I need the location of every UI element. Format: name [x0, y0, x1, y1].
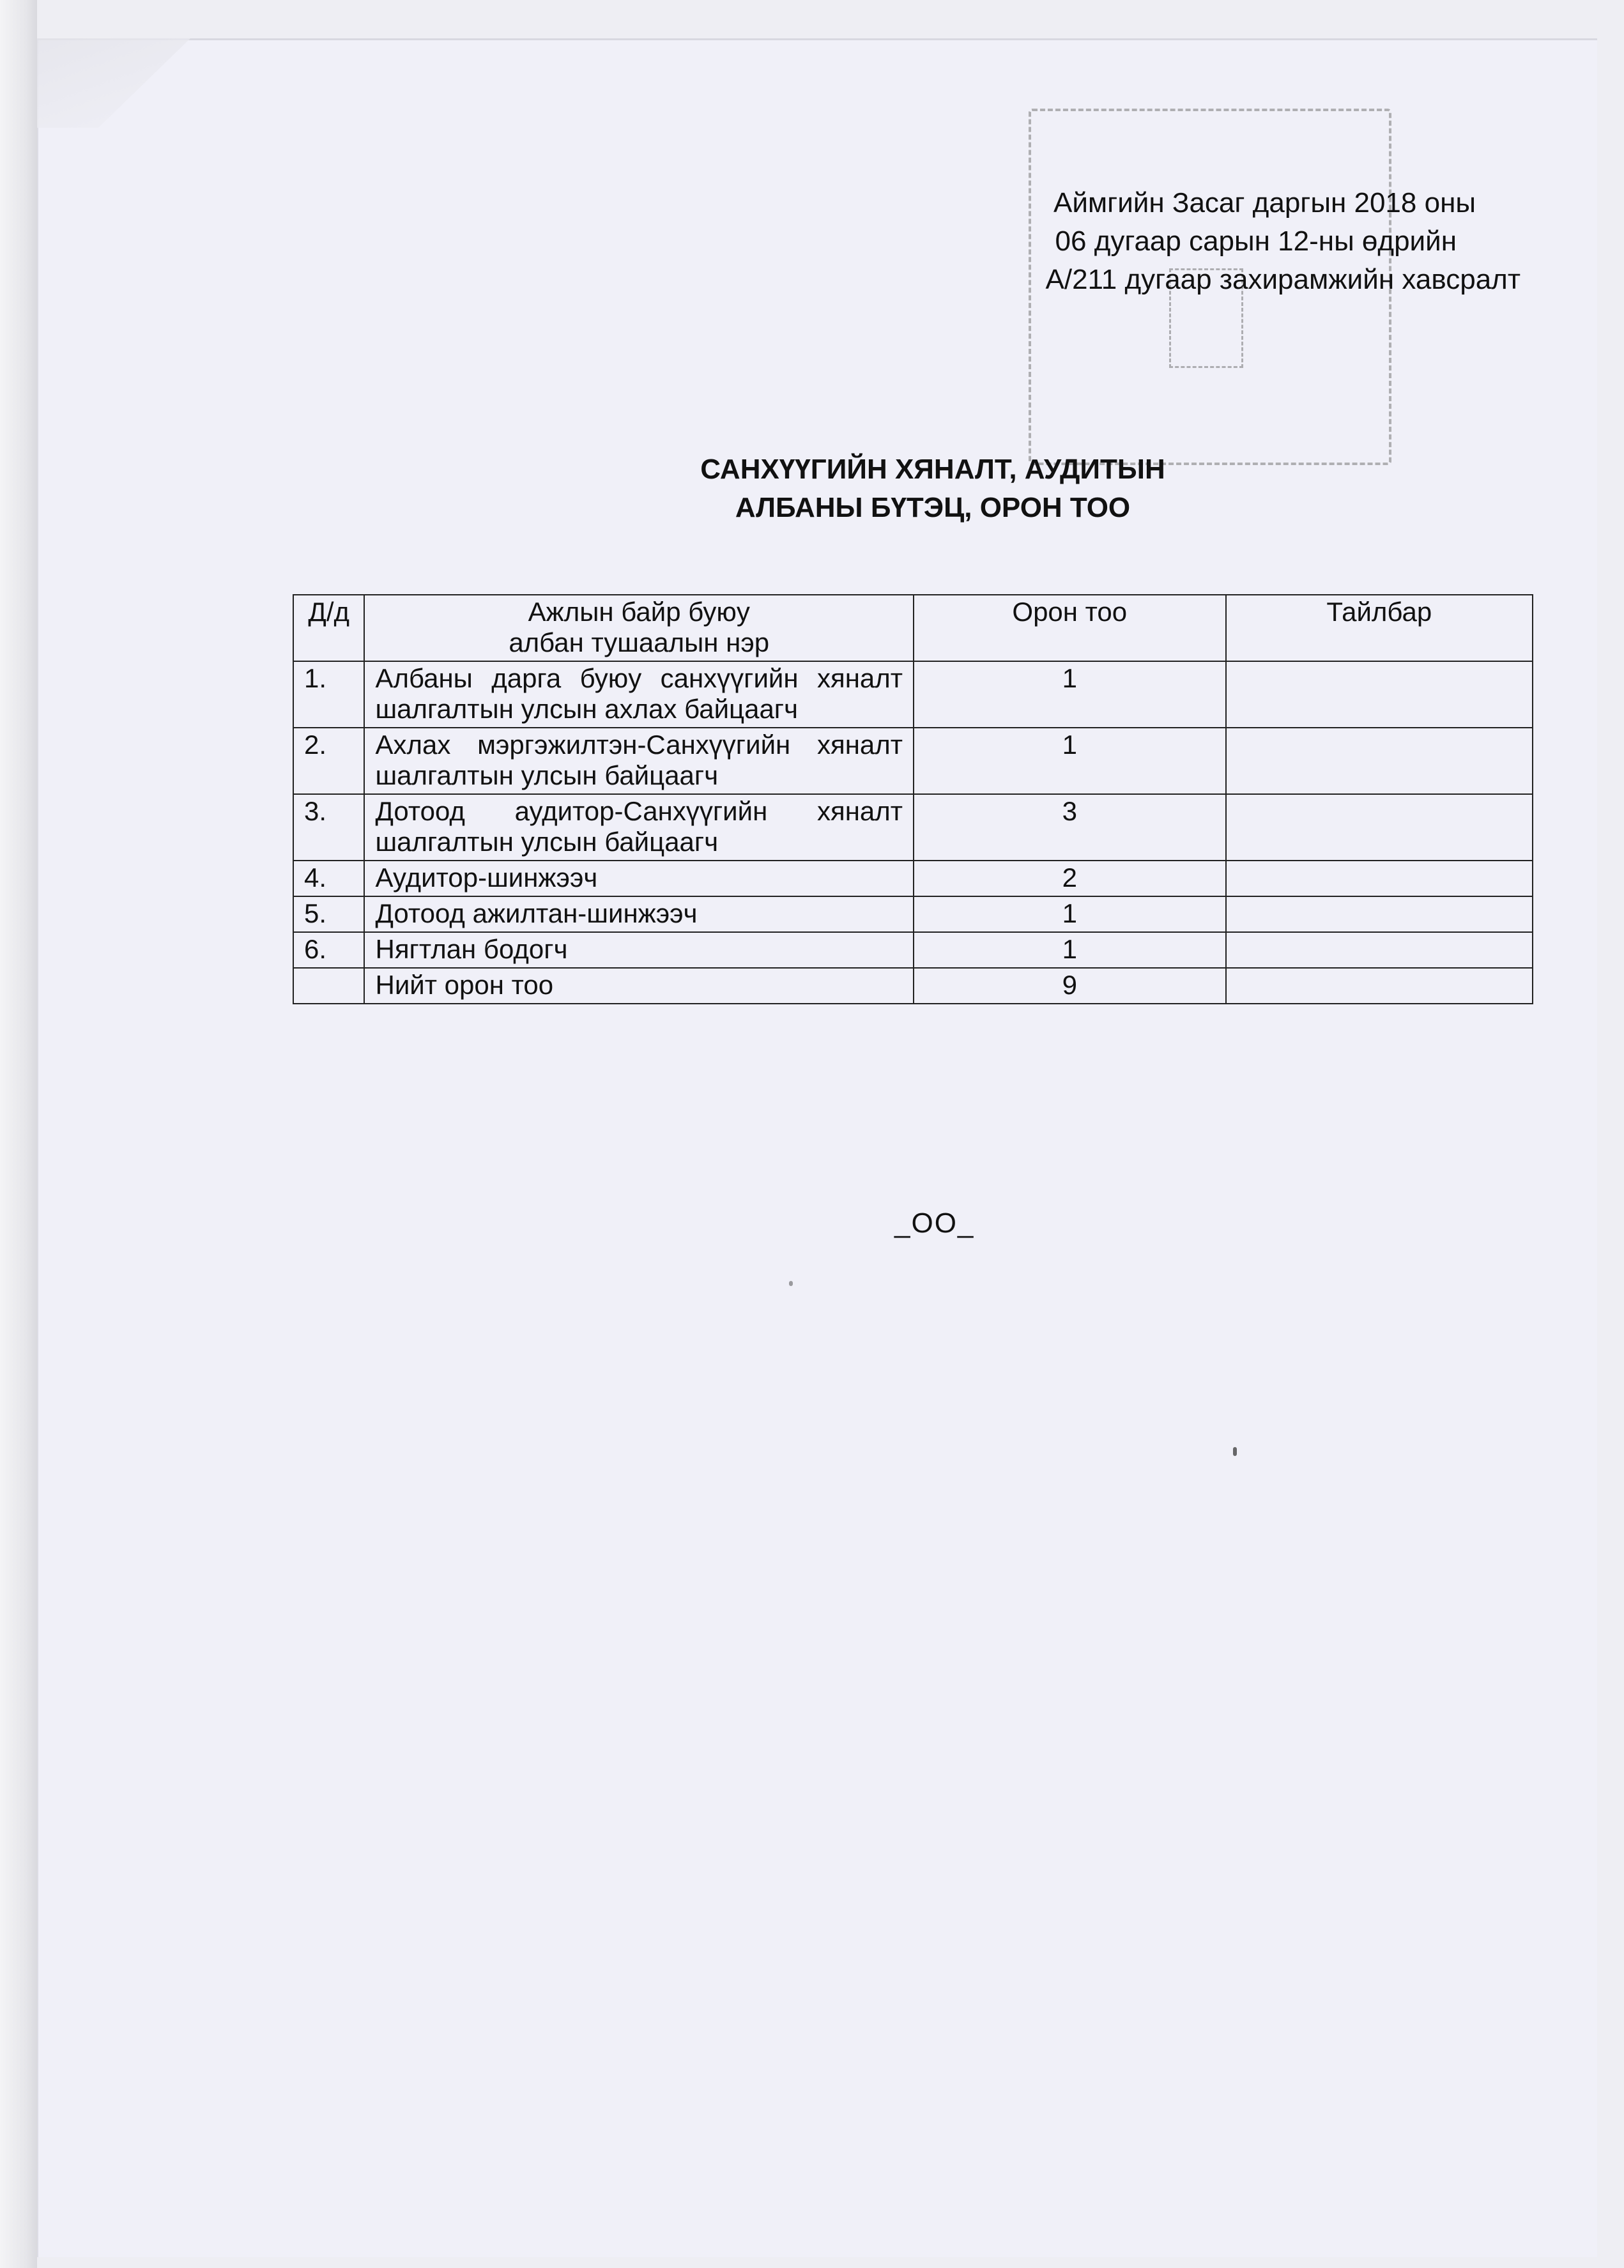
- row-position: Нягтлан бодогч: [364, 932, 914, 968]
- total-note: [1226, 968, 1533, 1004]
- header-no: Д/д: [293, 595, 364, 661]
- table-row: [293, 896, 1533, 932]
- annex-line-2: 06 дугаар сарын 12-ны өдрийн: [1055, 226, 1457, 257]
- end-of-document-mark: _OO_: [894, 1207, 975, 1239]
- row-count: 1: [914, 896, 1226, 932]
- header-position-line-1: Ажлын байр буюу: [528, 597, 750, 627]
- row-position: Аудитор-шинжээч: [364, 861, 914, 896]
- total-no: [293, 968, 364, 1004]
- total-label: Нийт орон тоо: [364, 968, 914, 1004]
- header-note: Тайлбар: [1226, 595, 1533, 661]
- row-position: Албаны дарга буюу санхүүгийн хяналт шалгалтын улсын ахлах байцаагч: [364, 661, 914, 728]
- annex-line-3: А/211 дугаар захирамжийн хавсралт: [1045, 264, 1521, 295]
- annex-line-1: Аймгийн Засаг даргын 2018 оны: [1053, 187, 1476, 218]
- header-position-line-2: албан тушаалын нэр: [509, 627, 770, 657]
- title-line-2: АЛБАНЫ БҮТЭЦ, ОРОН ТОО: [735, 492, 1131, 523]
- row-note: [1226, 661, 1533, 728]
- header-count: Орон тоо: [914, 595, 1226, 661]
- row-count: 1: [914, 661, 1226, 728]
- row-no: 4.: [293, 861, 364, 896]
- scan-edge: [0, 0, 37, 2268]
- row-note: [1226, 728, 1533, 794]
- table-header-row: [293, 595, 1533, 661]
- staffing-table: [293, 594, 1533, 1004]
- document-title: [0, 450, 1624, 527]
- row-count: 3: [914, 794, 1226, 861]
- table-row: [293, 932, 1533, 968]
- row-note: [1226, 932, 1533, 968]
- row-note: [1226, 794, 1533, 861]
- table-row: [293, 861, 1533, 896]
- title-line-1: САНХҮҮГИЙН ХЯНАЛТ, АУДИТЫН: [700, 454, 1165, 485]
- row-note: [1226, 861, 1533, 896]
- row-position: Дотоод ажилтан-шинжээч: [364, 896, 914, 932]
- total-count: 9: [914, 968, 1226, 1004]
- table-row: [293, 661, 1533, 728]
- row-note: [1226, 896, 1533, 932]
- row-count: 2: [914, 861, 1226, 896]
- row-position: Ахлах мэргэжилтэн-Санхүүгийн хяналт шалгалтын улсын байцаагч: [364, 728, 914, 794]
- annex-reference: [984, 184, 1521, 299]
- row-no: 1.: [293, 661, 364, 728]
- row-no: 3.: [293, 794, 364, 861]
- header-position: [364, 595, 914, 661]
- row-position: Дотоод аудитор-Санхүүгийн хяналт шалгалтын улсын байцаагч: [364, 794, 914, 861]
- row-no: 2.: [293, 728, 364, 794]
- table-row: [293, 794, 1533, 861]
- row-no: 5.: [293, 896, 364, 932]
- scan-speck: [789, 1281, 793, 1286]
- scan-speck: [1233, 1447, 1237, 1456]
- row-count: 1: [914, 728, 1226, 794]
- row-no: 6.: [293, 932, 364, 968]
- row-count: 1: [914, 932, 1226, 968]
- table-total-row: [293, 968, 1533, 1004]
- table-row: [293, 728, 1533, 794]
